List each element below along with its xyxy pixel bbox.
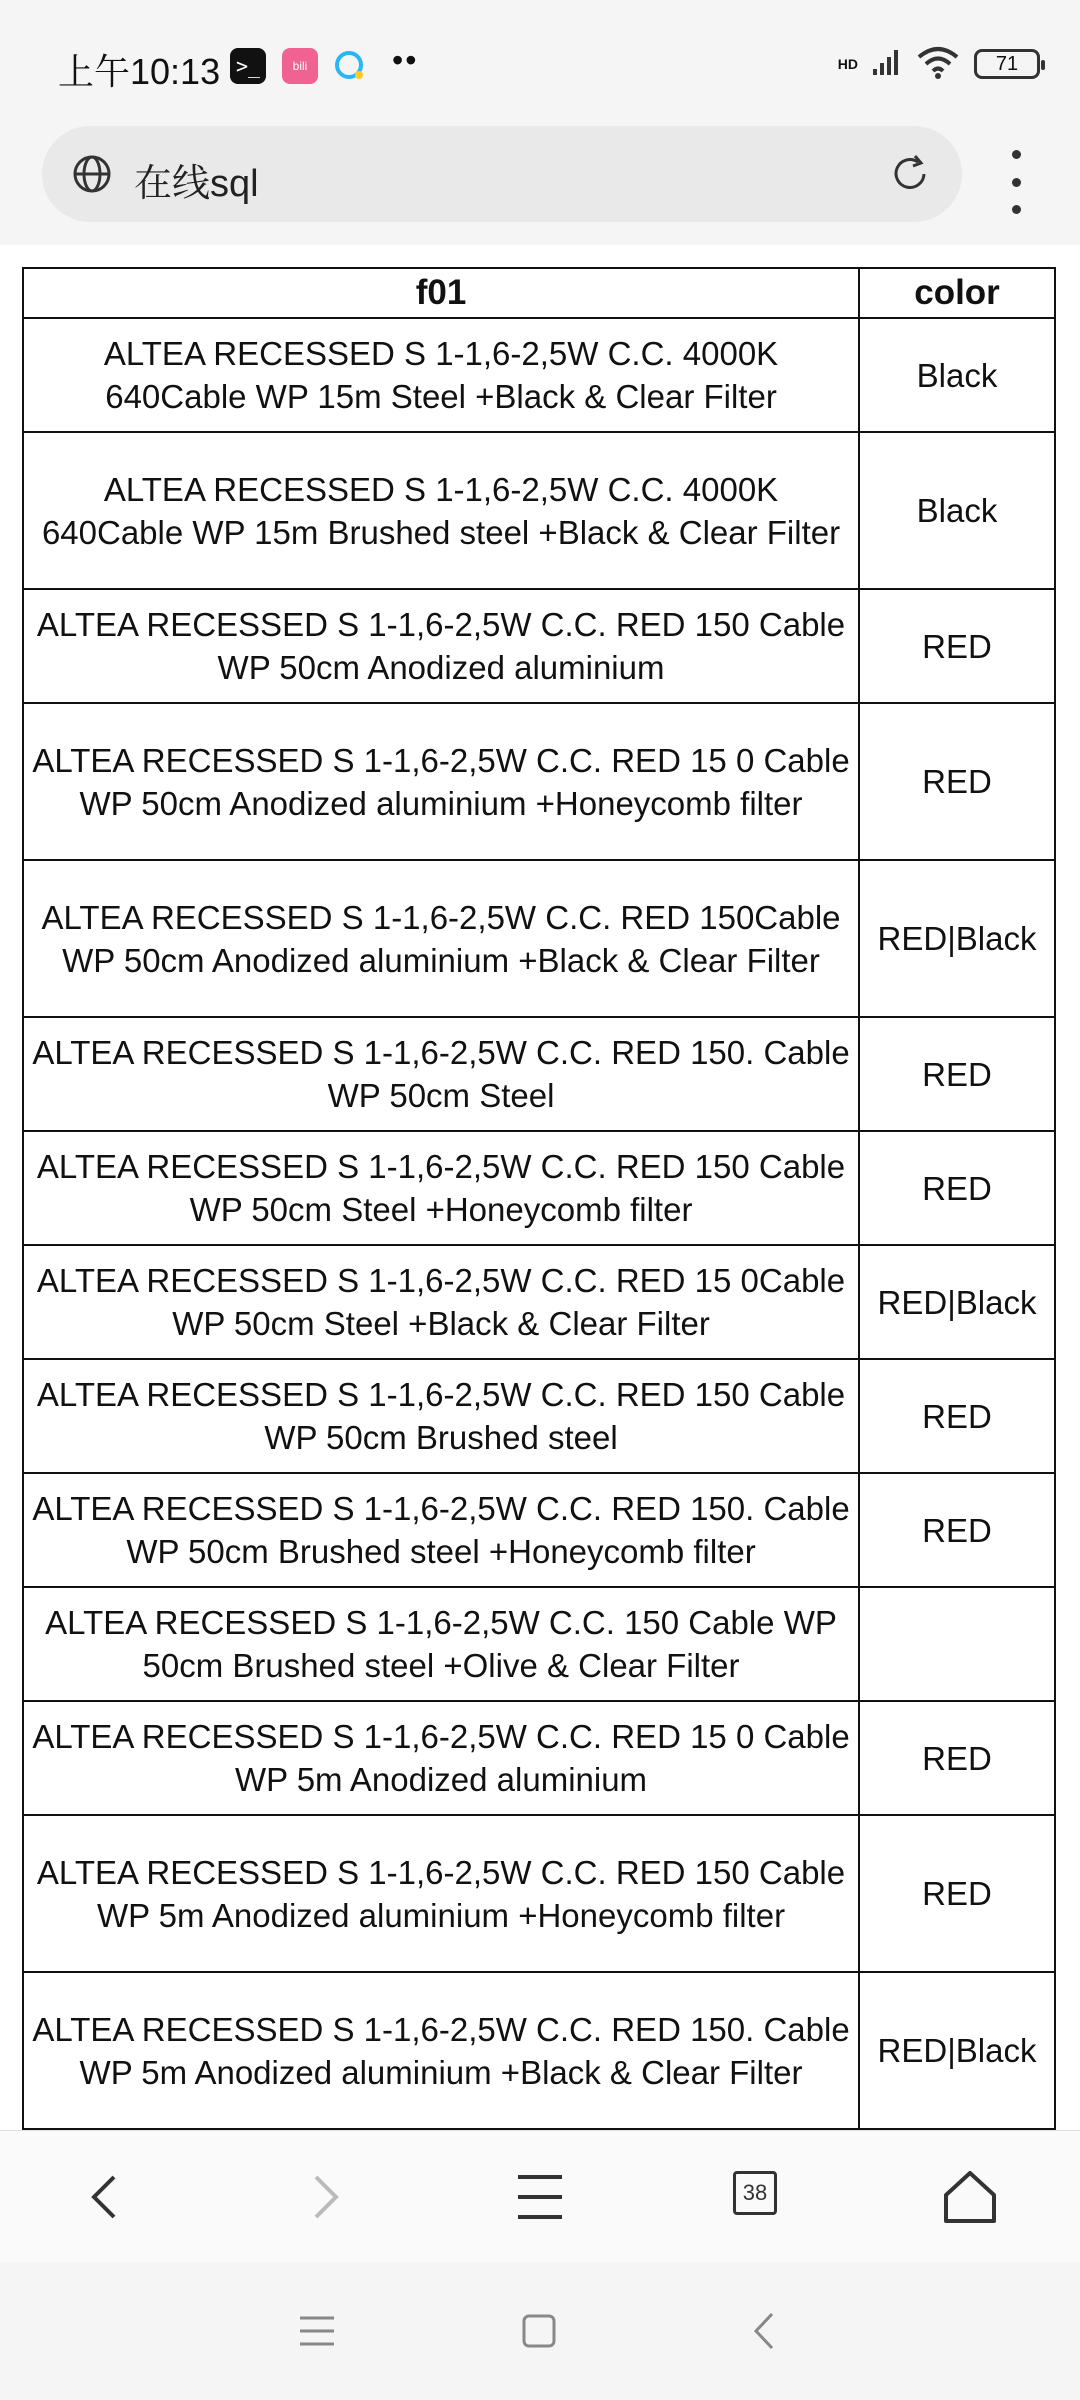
tabs-icon[interactable]: 38 [733, 2171, 777, 2215]
cell-f01: ALTEA RECESSED S 1-1,6-2,5W C.C. RED 150. Cable WP 50cm Brushed steel +Honeycomb filter [23, 1473, 859, 1587]
cell-f01: ALTEA RECESSED S 1-1,6-2,5W C.C. 150 Cable WP 50cm Brushed steel +Olive & Clear Filter [23, 1587, 859, 1701]
table-row [23, 432, 1055, 589]
cell-color: Black [859, 318, 1055, 432]
cell-color: RED [859, 589, 1055, 703]
more-vertical-icon[interactable] [1000, 150, 1032, 214]
battery-indicator: 71 [974, 49, 1040, 79]
cell-f01: ALTEA RECESSED S 1-1,6-2,5W C.C. RED 150. Cable WP 50cm Steel [23, 1017, 859, 1131]
system-back-icon[interactable] [740, 2306, 790, 2356]
table-row [23, 703, 1055, 860]
notification-overflow-icon: •• [392, 42, 419, 78]
cell-color: RED|Black [859, 860, 1055, 1017]
home-square-icon[interactable] [514, 2306, 564, 2356]
cell-f01: ALTEA RECESSED S 1-1,6-2,5W C.C. RED 150 Cable WP 50cm Steel +Honeycomb filter [23, 1131, 859, 1245]
terminal-app-icon: >_ [230, 48, 266, 84]
address-text: 在线sql [134, 163, 259, 205]
forward-icon[interactable] [294, 2167, 354, 2227]
globe-icon [72, 154, 112, 194]
cell-color: RED [859, 1473, 1055, 1587]
table-row [23, 318, 1055, 432]
cell-f01: ALTEA RECESSED S 1-1,6-2,5W C.C. RED 150Cable WP 50cm Anodized aluminium +Black & Clear Filter [23, 860, 859, 1017]
table-row [23, 1017, 1055, 1131]
table-row [23, 1587, 1055, 1701]
table-row [23, 589, 1055, 703]
back-icon[interactable] [76, 2167, 136, 2227]
cell-f01: ALTEA RECESSED S 1-1,6-2,5W C.C. RED 150 Cable WP 50cm Anodized aluminium [23, 589, 859, 703]
table-row [23, 1131, 1055, 1245]
cell-f01: ALTEA RECESSED S 1-1,6-2,5W C.C. 4000K 640Cable WP 15m Steel +Black & Clear Filter [23, 318, 859, 432]
cell-color: RED [859, 1131, 1055, 1245]
cell-color: RED|Black [859, 1245, 1055, 1359]
cell-f01: ALTEA RECESSED S 1-1,6-2,5W C.C. RED 150 Cable WP 5m Anodized aluminium +Honeycomb filter [23, 1815, 859, 1972]
network-type-label: HD [837, 56, 858, 72]
cell-color: Black [859, 432, 1055, 589]
status-bar [0, 0, 1080, 120]
table-row [23, 1245, 1055, 1359]
cell-color: RED|Black [859, 1972, 1055, 2129]
page-content [0, 245, 1080, 2130]
table-header-row [23, 268, 1055, 318]
cell-f01: ALTEA RECESSED S 1-1,6-2,5W C.C. RED 15 0Cable WP 50cm Steel +Black & Clear Filter [23, 1245, 859, 1359]
cell-color [859, 1587, 1055, 1701]
table-row [23, 1359, 1055, 1473]
address-bar[interactable] [42, 126, 962, 222]
browser-address-area [0, 120, 1080, 245]
column-header-f01: f01 [23, 268, 859, 318]
result-table [22, 267, 1056, 2130]
table-row [23, 1701, 1055, 1815]
wifi-icon [916, 45, 960, 84]
cell-f01: ALTEA RECESSED S 1-1,6-2,5W C.C. RED 150. Cable WP 5m Anodized aluminium +Black & Clear Filter [23, 1972, 859, 2129]
cell-color: RED [859, 1359, 1055, 1473]
cell-f01: ALTEA RECESSED S 1-1,6-2,5W C.C. RED 15 0 Cable WP 50cm Anodized aluminium +Honeycomb filter [23, 703, 859, 860]
table-row [23, 860, 1055, 1017]
column-header-color: color [859, 268, 1055, 318]
reload-icon[interactable] [888, 152, 932, 196]
table-row [23, 1815, 1055, 1972]
status-time: 上午10:13 [58, 51, 221, 92]
recents-icon[interactable] [292, 2306, 342, 2356]
table-row [23, 1473, 1055, 1587]
system-navigation-bar [0, 2262, 1080, 2400]
bilibili-app-icon: bili [282, 48, 318, 84]
signal-icon [872, 47, 902, 82]
cell-f01: ALTEA RECESSED S 1-1,6-2,5W C.C. RED 15 0 Cable WP 5m Anodized aluminium [23, 1701, 859, 1815]
cell-f01: ALTEA RECESSED S 1-1,6-2,5W C.C. RED 150 Cable WP 50cm Brushed steel [23, 1359, 859, 1473]
cell-color: RED [859, 1701, 1055, 1815]
cell-color: RED [859, 703, 1055, 860]
cell-color: RED [859, 1017, 1055, 1131]
browser-toolbar [0, 2130, 1080, 2262]
table-row [23, 1972, 1055, 2129]
home-icon[interactable] [940, 2167, 1000, 2227]
cell-f01: ALTEA RECESSED S 1-1,6-2,5W C.C. 4000K 640Cable WP 15m Brushed steel +Black & Clear Filter [23, 432, 859, 589]
status-indicators [838, 44, 1040, 84]
chat-app-icon [332, 48, 368, 84]
menu-icon[interactable] [510, 2167, 570, 2227]
cell-color: RED [859, 1815, 1055, 1972]
